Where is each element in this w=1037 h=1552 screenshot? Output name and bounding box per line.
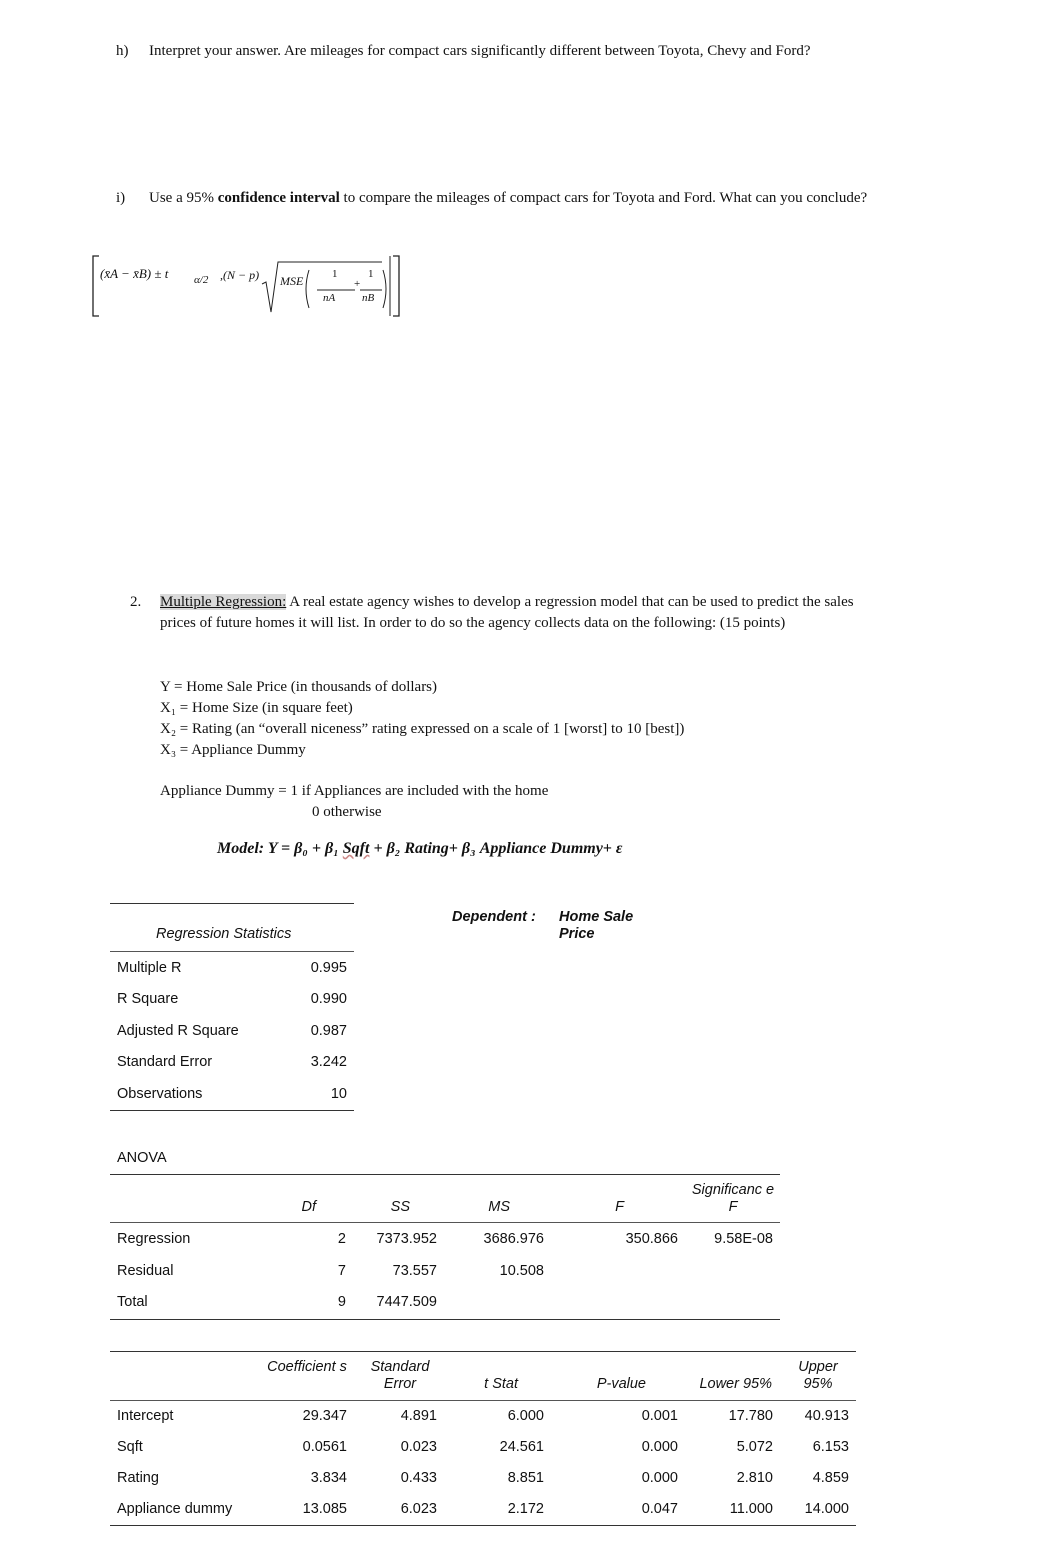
anova-row-df: 7: [337, 1263, 346, 1279]
anova-row-df: 2: [337, 1231, 346, 1247]
coef-row-label: Rating: [117, 1470, 159, 1486]
problem-2-number: 2.: [130, 594, 142, 610]
coef-row-upper: 14.000: [804, 1501, 849, 1517]
coef-header-coef: Coefficient s: [267, 1359, 347, 1375]
coef-header-rule: [110, 1400, 856, 1401]
regstats-header: Regression Statistics: [156, 926, 292, 942]
coef-header-t: t Stat: [484, 1376, 518, 1392]
dependent-label: Dependent :: [452, 909, 536, 925]
coef-row-upper: 4.859: [812, 1470, 849, 1486]
coef-row-upper: 40.913: [804, 1408, 849, 1424]
ci-formula: [90, 252, 402, 320]
coef-row-p: 0.000: [641, 1439, 678, 1455]
coef-row-t: 8.851: [507, 1470, 544, 1486]
coef-row-t: 2.172: [507, 1501, 544, 1517]
variable-x2: X₂ = Rating (an “overall niceness” rating expressed on a scale of 1 [worst] to 10 [best]): [160, 721, 685, 737]
anova-header-df: Df: [301, 1199, 316, 1215]
problem-2-text: Multiple Regression: A real estate agency wishes to develop a regression model that can be used to predict the sales prices of future homes it will list. In order to do so the agency collects data on the following: (15 points): [160, 594, 854, 631]
coef-row-upper: 6.153: [812, 1439, 849, 1455]
dummy-line-2: 0 otherwise: [312, 804, 382, 820]
problem-2-title: Multiple Regression:: [160, 594, 287, 610]
anova-row-label: Total: [117, 1294, 148, 1310]
variable-x1: X₁ = Home Size (in square feet): [160, 700, 353, 716]
question-h: [116, 41, 856, 87]
anova-header-rule: [110, 1222, 780, 1223]
coef-header-se: Standard Error: [370, 1359, 430, 1392]
regstats-header-rule: [110, 951, 354, 952]
formula-one-a: 1: [332, 268, 338, 280]
coef-row-se: 6.023: [400, 1501, 437, 1517]
variable-y: Y = Home Sale Price (in thousands of dollars): [160, 679, 438, 695]
formula-na: nA: [323, 292, 336, 304]
question-i-label: i): [116, 190, 126, 206]
coef-row-lower: 5.072: [736, 1439, 773, 1455]
formula-df: ,(N − p): [220, 268, 260, 282]
regstats-value: 3.242: [310, 1054, 347, 1070]
coef-header-lower: Lower 95%: [699, 1376, 772, 1392]
coef-row-lower: 11.000: [729, 1501, 773, 1517]
formula-plus: +: [354, 278, 361, 290]
anova-row-ms: 10.508: [499, 1263, 544, 1279]
question-i-bold: confidence interval: [217, 190, 340, 206]
regstats-label: Adjusted R Square: [117, 1023, 239, 1039]
anova-top-rule: [110, 1174, 780, 1175]
anova-header-sig: Significanc e F: [691, 1182, 775, 1215]
coef-row-p: 0.001: [641, 1408, 678, 1424]
coef-row-se: 4.891: [400, 1408, 437, 1424]
anova-row-label: Regression: [117, 1231, 191, 1247]
anova-header-ss: SS: [390, 1199, 410, 1215]
model-equation: Model: Y = β₀ + β₁ Sqft + β₂ Rating+ β₃ Appliance Dummy+ ε: [217, 840, 623, 857]
coef-row-lower: 17.780: [728, 1408, 773, 1424]
coef-bottom-rule: [110, 1525, 856, 1526]
coef-header-p: P-value: [596, 1376, 646, 1392]
regstats-value: 10: [330, 1086, 347, 1102]
anova-row-f: 350.866: [625, 1231, 678, 1247]
coef-row-coef: 29.347: [302, 1408, 347, 1424]
variable-list: [160, 677, 860, 761]
anova-title: ANOVA: [117, 1150, 167, 1166]
regstats-label: Standard Error: [117, 1054, 213, 1070]
formula-sub: α/2: [194, 274, 209, 286]
regstats-label: R Square: [117, 991, 179, 1007]
anova-bottom-rule: [110, 1319, 780, 1320]
coef-row-label: Sqft: [117, 1439, 143, 1455]
regstats-top-rule: [110, 903, 354, 904]
question-i-text: Use a 95% confidence interval to compare the mileages of compact cars for Toyota and Ford. What can you conclude?: [149, 190, 868, 206]
regstats-value: 0.987: [310, 1023, 347, 1039]
dependent-value: Home Sale Price: [559, 909, 634, 942]
coef-row-coef: 3.834: [310, 1470, 347, 1486]
coef-row-label: Appliance dummy: [117, 1501, 233, 1517]
question-h-text: Interpret your answer. Are mileages for compact cars significantly different between Toyota, Chevy and Ford?: [149, 43, 811, 59]
regstats-label: Multiple R: [117, 960, 182, 976]
dummy-line-1: Appliance Dummy = 1 if Appliances are included with the home: [160, 783, 549, 799]
coef-row-coef: 13.085: [302, 1501, 347, 1517]
anova-row-df: 9: [337, 1294, 346, 1310]
anova-row-label: Residual: [117, 1263, 174, 1279]
model-sqft: Sqft: [342, 840, 370, 857]
variable-x3: X₃ = Appliance Dummy: [160, 742, 306, 758]
formula-left: (x̄A − x̄B) ± t: [100, 266, 169, 281]
regstats-bottom-rule: [110, 1110, 354, 1111]
coef-row-p: 0.000: [641, 1470, 678, 1486]
coef-header-upper: Upper 95%: [798, 1359, 838, 1392]
coef-row-se: 0.433: [400, 1470, 437, 1486]
anova-row-ss: 7373.952: [376, 1231, 437, 1247]
formula-mse: MSE: [280, 274, 304, 288]
coef-row-label: Intercept: [117, 1408, 174, 1424]
anova-header-f: F: [615, 1199, 624, 1215]
regstats-label: Observations: [117, 1086, 203, 1102]
coef-row-p: 0.047: [641, 1501, 678, 1517]
coef-row-coef: 0.0561: [302, 1439, 347, 1455]
anova-row-sig: 9.58E-08: [714, 1231, 773, 1247]
regstats-value: 0.990: [310, 991, 347, 1007]
coef-row-t: 6.000: [507, 1408, 544, 1424]
coef-row-t: 24.561: [499, 1439, 544, 1455]
question-h-label: h): [116, 43, 129, 59]
coef-row-se: 0.023: [400, 1439, 437, 1455]
anova-row-ss: 73.557: [392, 1263, 437, 1279]
regstats-value: 0.995: [310, 960, 347, 976]
coef-top-rule: [110, 1351, 856, 1352]
dummy-definition: [160, 781, 860, 823]
formula-nb: nB: [362, 292, 375, 304]
question-i: [116, 188, 868, 234]
anova-row-ss: 7447.509: [376, 1294, 437, 1310]
anova-row-ms: 3686.976: [483, 1231, 544, 1247]
formula-one-b: 1: [368, 268, 374, 280]
coef-row-lower: 2.810: [736, 1470, 773, 1486]
anova-header-ms: MS: [488, 1199, 510, 1215]
problem-2: [130, 592, 860, 658]
